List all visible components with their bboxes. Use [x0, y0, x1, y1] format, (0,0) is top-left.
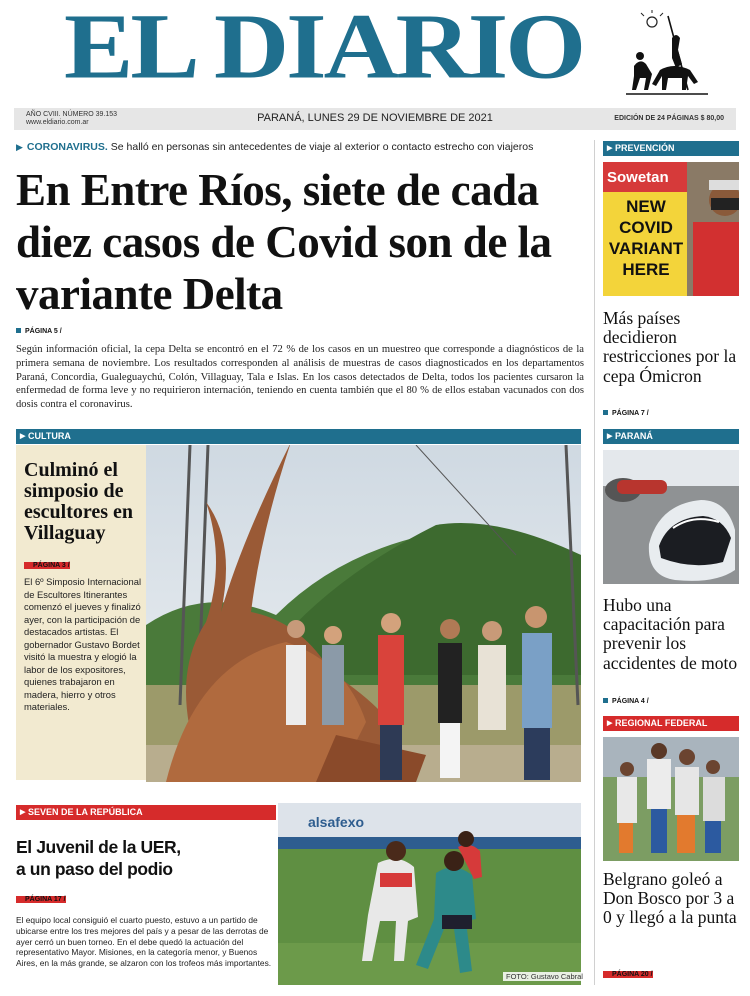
- edition-price: EDICIÓN DE 24 PÁGINAS $ 80,00: [614, 115, 724, 122]
- parana-page-ref: PÁGINA 4 /: [603, 698, 649, 705]
- regional-headline[interactable]: Belgrano goleó a Don Bosco por 3 a 0 y llegó a la punta: [603, 869, 737, 928]
- cultura-page-ref: PÁGINA 3 /: [24, 562, 70, 569]
- stadium-banner: alsafexo: [308, 814, 365, 830]
- section-cultura: ▶ CULTURA: [16, 429, 581, 444]
- cultura-body: El 6º Simposio Internacional de Escultores Itinerantes comenzó el jueves y finalizó ayer, con la participación de destacados artistas. El gobernador Gustavo Bordet visitó la muestra y elogió la labor de los expositores, quienes trabajaron en madera, hierro y otros materiales.: [24, 576, 142, 712]
- photo-credit: FOTO: Gustavo Cabral: [503, 972, 586, 981]
- arrow-icon: ▶: [16, 142, 23, 152]
- website-link[interactable]: www.eldiario.com.ar: [26, 119, 89, 126]
- sign-text: NEW COVID VARIANT HERE: [608, 197, 684, 279]
- section-seven: ▶ SEVEN DE LA REPÚBLICA: [16, 805, 276, 820]
- issue-info-bar: [14, 108, 736, 130]
- covid-sign-photo[interactable]: [603, 162, 739, 296]
- section-regional-federal: ▶ REGIONAL FEDERAL: [603, 716, 739, 731]
- sculpture-photo[interactable]: [146, 445, 581, 782]
- section-parana: ▶ PARANÁ: [603, 429, 739, 444]
- prevencion-headline[interactable]: Más países decidieron restricciones por la cepa Ómicron: [603, 308, 737, 386]
- seven-body: El equipo local consiguió el cuarto puesto, estuvo a un partido de ubicarse entre los tres mejores del país y a pesar de las derrotas de ayer cerró un buen torneo. En el debe quedó la actuación del representativo Mayor. Misiones, en la categoría menor, y Buenos Aires, en la más grande, se alzaron con los trofeos más importantes.: [16, 915, 272, 969]
- regional-page-ref: PÁGINA 20 /: [603, 971, 653, 978]
- seven-page-ref: PÁGINA 17 /: [16, 896, 66, 903]
- football-photo[interactable]: [603, 737, 739, 861]
- parana-headline[interactable]: Hubo una capacitación para prevenir los accidentes de moto: [603, 595, 738, 673]
- main-lead: Según información oficial, la cepa Delta se encontró en el 72 % de los casos en un muestreo que corresponde a diagnósticos de la primera semana de noviembre. Los resultados corresponden al análisis de muestras de casos diagnosticados en los departamentos Paraná, Concordia, Gualeguaychú, Colón, Villaguay, Tala e Islas. En los casos detectados de Delta, todos los pacientes cursaron la enfermedad de forma leve y no requirieron internación, teniendo en cuenta también que el 80 % de ellos estaban vacunados con dos dosis contra el coronavirus.: [16, 344, 584, 411]
- column-divider: [594, 140, 595, 985]
- cultura-headline[interactable]: Culminó el simposio de escultores en Villaguay: [24, 459, 134, 544]
- masthead: [14, 0, 736, 106]
- issue-number: AÑO CVIII. NÚMERO 39.153 www.eldiario.com.ar: [26, 111, 118, 126]
- main-page-ref: PÁGINA 5 /: [16, 328, 62, 335]
- newspaper-title: EL DIARIO: [64, 0, 584, 99]
- rugby-photo[interactable]: [278, 803, 581, 985]
- section-prevencion: ▶ PREVENCIÓN: [603, 141, 739, 156]
- main-headline[interactable]: En Entre Ríos, siete de cada diez casos de Covid son de la variante Delta: [16, 165, 552, 319]
- prevencion-page-ref: PÁGINA 7 /: [603, 410, 649, 417]
- seven-headline[interactable]: El Juvenil de la UER, a un paso del podio: [16, 837, 181, 879]
- motorcycle-photo[interactable]: [603, 450, 739, 584]
- sign-brand: Sowetan: [607, 169, 669, 186]
- main-kicker: ▶ CORONAVIRUS. Se halló en personas sin antecedentes de viaje al exterior o contacto estrecho con viajeros: [16, 141, 534, 153]
- don-quijote-logo-icon: [620, 10, 714, 104]
- dateline: PARANÁ, LUNES 29 DE NOVIEMBRE DE 2021: [257, 112, 493, 124]
